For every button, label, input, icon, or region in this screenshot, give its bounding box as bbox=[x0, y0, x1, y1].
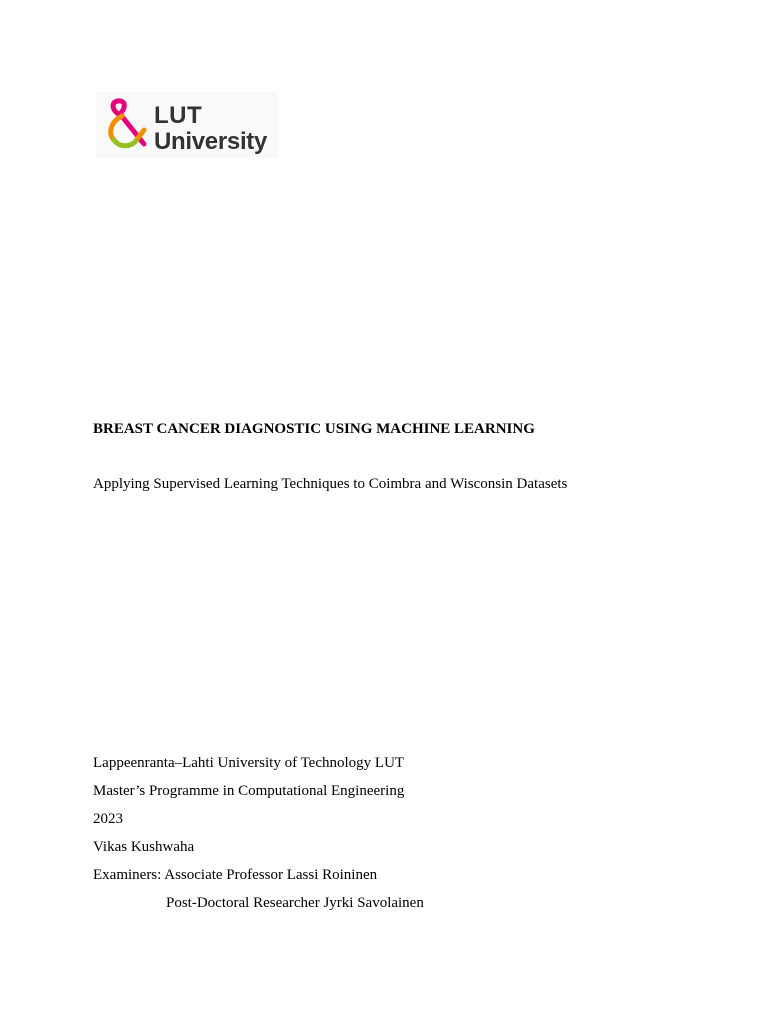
ampersand-logo-icon bbox=[104, 98, 150, 154]
publication-year: 2023 bbox=[93, 811, 123, 827]
logo-text-lut: LUT bbox=[154, 102, 203, 129]
lut-university-logo bbox=[96, 92, 278, 158]
second-examiner: Post-Doctoral Researcher Jyrki Savolainen bbox=[166, 895, 424, 911]
examiners-line: Examiners: Associate Professor Lassi Roininen bbox=[93, 867, 378, 883]
thesis-title: BREAST CANCER DIAGNOSTIC USING MACHINE LEARNING bbox=[93, 421, 535, 437]
logo-text-university: University bbox=[154, 128, 268, 155]
logo-wordmark bbox=[154, 104, 267, 154]
thesis-subtitle: Applying Supervised Learning Techniques to Coimbra and Wisconsin Datasets bbox=[93, 476, 568, 492]
author-name: Vikas Kushwaha bbox=[93, 839, 195, 855]
programme-name: Master’s Programme in Computational Engineering bbox=[93, 783, 405, 799]
university-name: Lappeenranta–Lahti University of Technology LUT bbox=[93, 755, 405, 771]
